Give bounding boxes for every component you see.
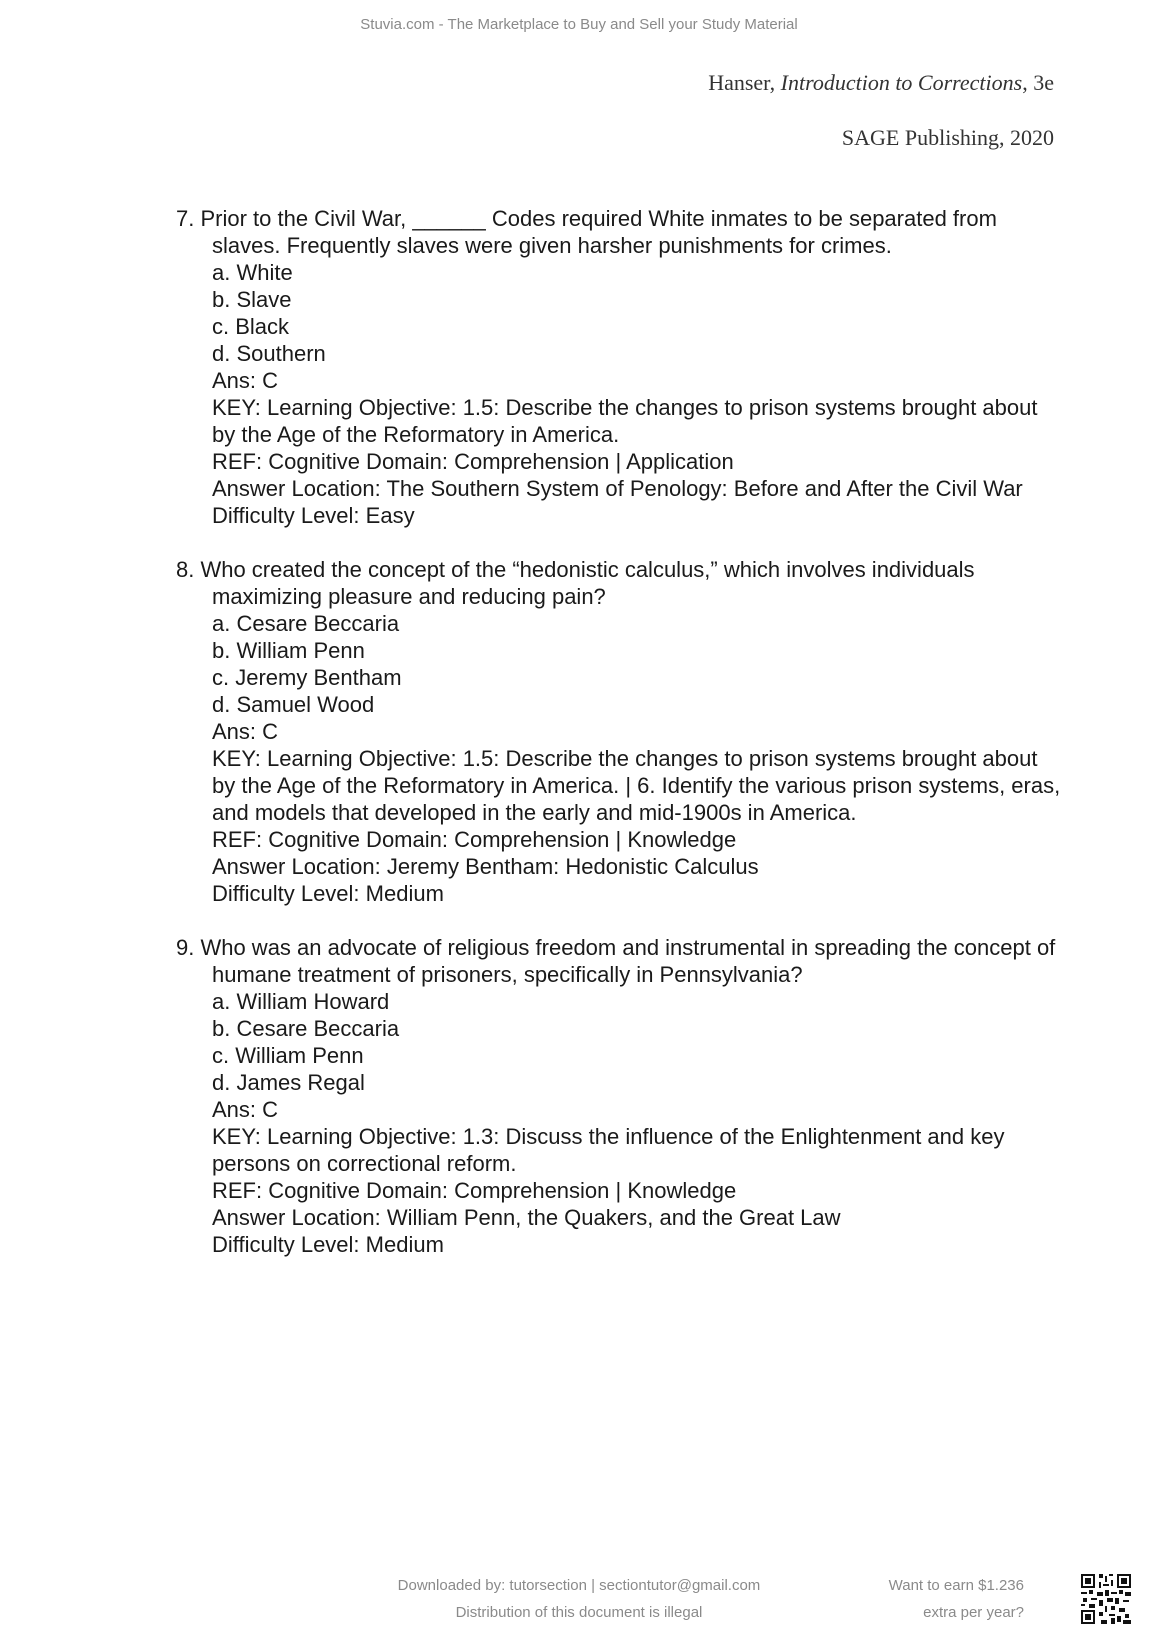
option-b: b. William Penn <box>212 638 365 663</box>
qr-code-icon[interactable] <box>1081 1574 1131 1624</box>
answer: Ans: C <box>212 719 279 744</box>
option-b: b. Cesare Beccaria <box>212 1016 400 1041</box>
answer-location: Answer Location: The Southern System of Penology: Before and After the Civil War <box>212 476 1023 501</box>
question-stem: 8. Who created the concept of the “hedonistic calculus,” which involves individuals maximizing pleasure and reducing pain? <box>176 557 975 609</box>
option-a: a. William Howard <box>212 989 390 1014</box>
answer: Ans: C <box>212 1097 279 1122</box>
cognitive-domain: REF: Cognitive Domain: Comprehension | Application <box>212 449 734 474</box>
question-body <box>176 988 1066 1258</box>
header-publisher: SAGE Publishing, 2020 <box>841 125 1054 150</box>
difficulty-level: Difficulty Level: Medium <box>212 1232 444 1257</box>
difficulty-level: Difficulty Level: Easy <box>212 503 415 528</box>
book-header <box>454 70 1054 96</box>
learning-objective: KEY: Learning Objective: 1.5: Describe the changes to prison systems brought about by the Age of the Reformatory in America. | 6. Identify the various prison systems, eras, and models that developed in the early and mid-1900s in America. <box>212 746 1061 825</box>
option-d: d. Samuel Wood <box>212 692 375 717</box>
header-book-title: Introduction to Corrections <box>780 70 1023 95</box>
earn-link-line1[interactable]: Want to earn $1.236 <box>888 1577 1024 1594</box>
question-7 <box>176 205 1066 529</box>
question-stem: 7. Prior to the Civil War, ______ Codes required White inmates to be separated from slaves. Frequently slaves were given harsher punishments for crimes. <box>176 206 997 258</box>
watermark: Stuvia.com - The Marketplace to Buy and Sell your Study Material <box>360 16 798 33</box>
distribution-notice: Distribution of this document is illegal <box>455 1604 703 1621</box>
question-body <box>176 610 1066 907</box>
earn-link-line2[interactable]: extra per year? <box>923 1604 1024 1621</box>
answer-location: Answer Location: Jeremy Bentham: Hedonistic Calculus <box>212 854 759 879</box>
option-a: a. White <box>212 260 293 285</box>
question-8 <box>176 556 1066 907</box>
option-c: c. Jeremy Bentham <box>212 665 402 690</box>
difficulty-level: Difficulty Level: Medium <box>212 881 444 906</box>
option-d: d. James Regal <box>212 1070 365 1095</box>
option-c: c. Black <box>212 314 290 339</box>
question-stem: 9. Who was an advocate of religious freedom and instrumental in spreading the concept of humane treatment of prisoners, specifically in Pennsylvania? <box>176 935 1056 987</box>
answer-location: Answer Location: William Penn, the Quakers, and the Great Law <box>212 1205 841 1230</box>
question-list <box>176 205 1066 1285</box>
learning-objective: KEY: Learning Objective: 1.3: Discuss the influence of the Enlightenment and key persons on correctional reform. <box>212 1124 1005 1176</box>
header-author: Hanser, <box>708 70 781 95</box>
option-b: b. Slave <box>212 287 292 312</box>
answer: Ans: C <box>212 368 279 393</box>
question-9 <box>176 934 1066 1258</box>
header-edition: , 3e <box>1022 70 1054 95</box>
learning-objective: KEY: Learning Objective: 1.5: Describe the changes to prison systems brought about by the Age of the Reformatory in America. <box>212 395 1038 447</box>
question-body <box>176 259 1066 529</box>
cognitive-domain: REF: Cognitive Domain: Comprehension | Knowledge <box>212 827 737 852</box>
downloaded-by: Downloaded by: tutorsection | sectiontutor@gmail.com <box>397 1577 761 1594</box>
option-c: c. William Penn <box>212 1043 364 1068</box>
option-a: a. Cesare Beccaria <box>212 611 400 636</box>
cognitive-domain: REF: Cognitive Domain: Comprehension | Knowledge <box>212 1178 737 1203</box>
option-d: d. Southern <box>212 341 326 366</box>
